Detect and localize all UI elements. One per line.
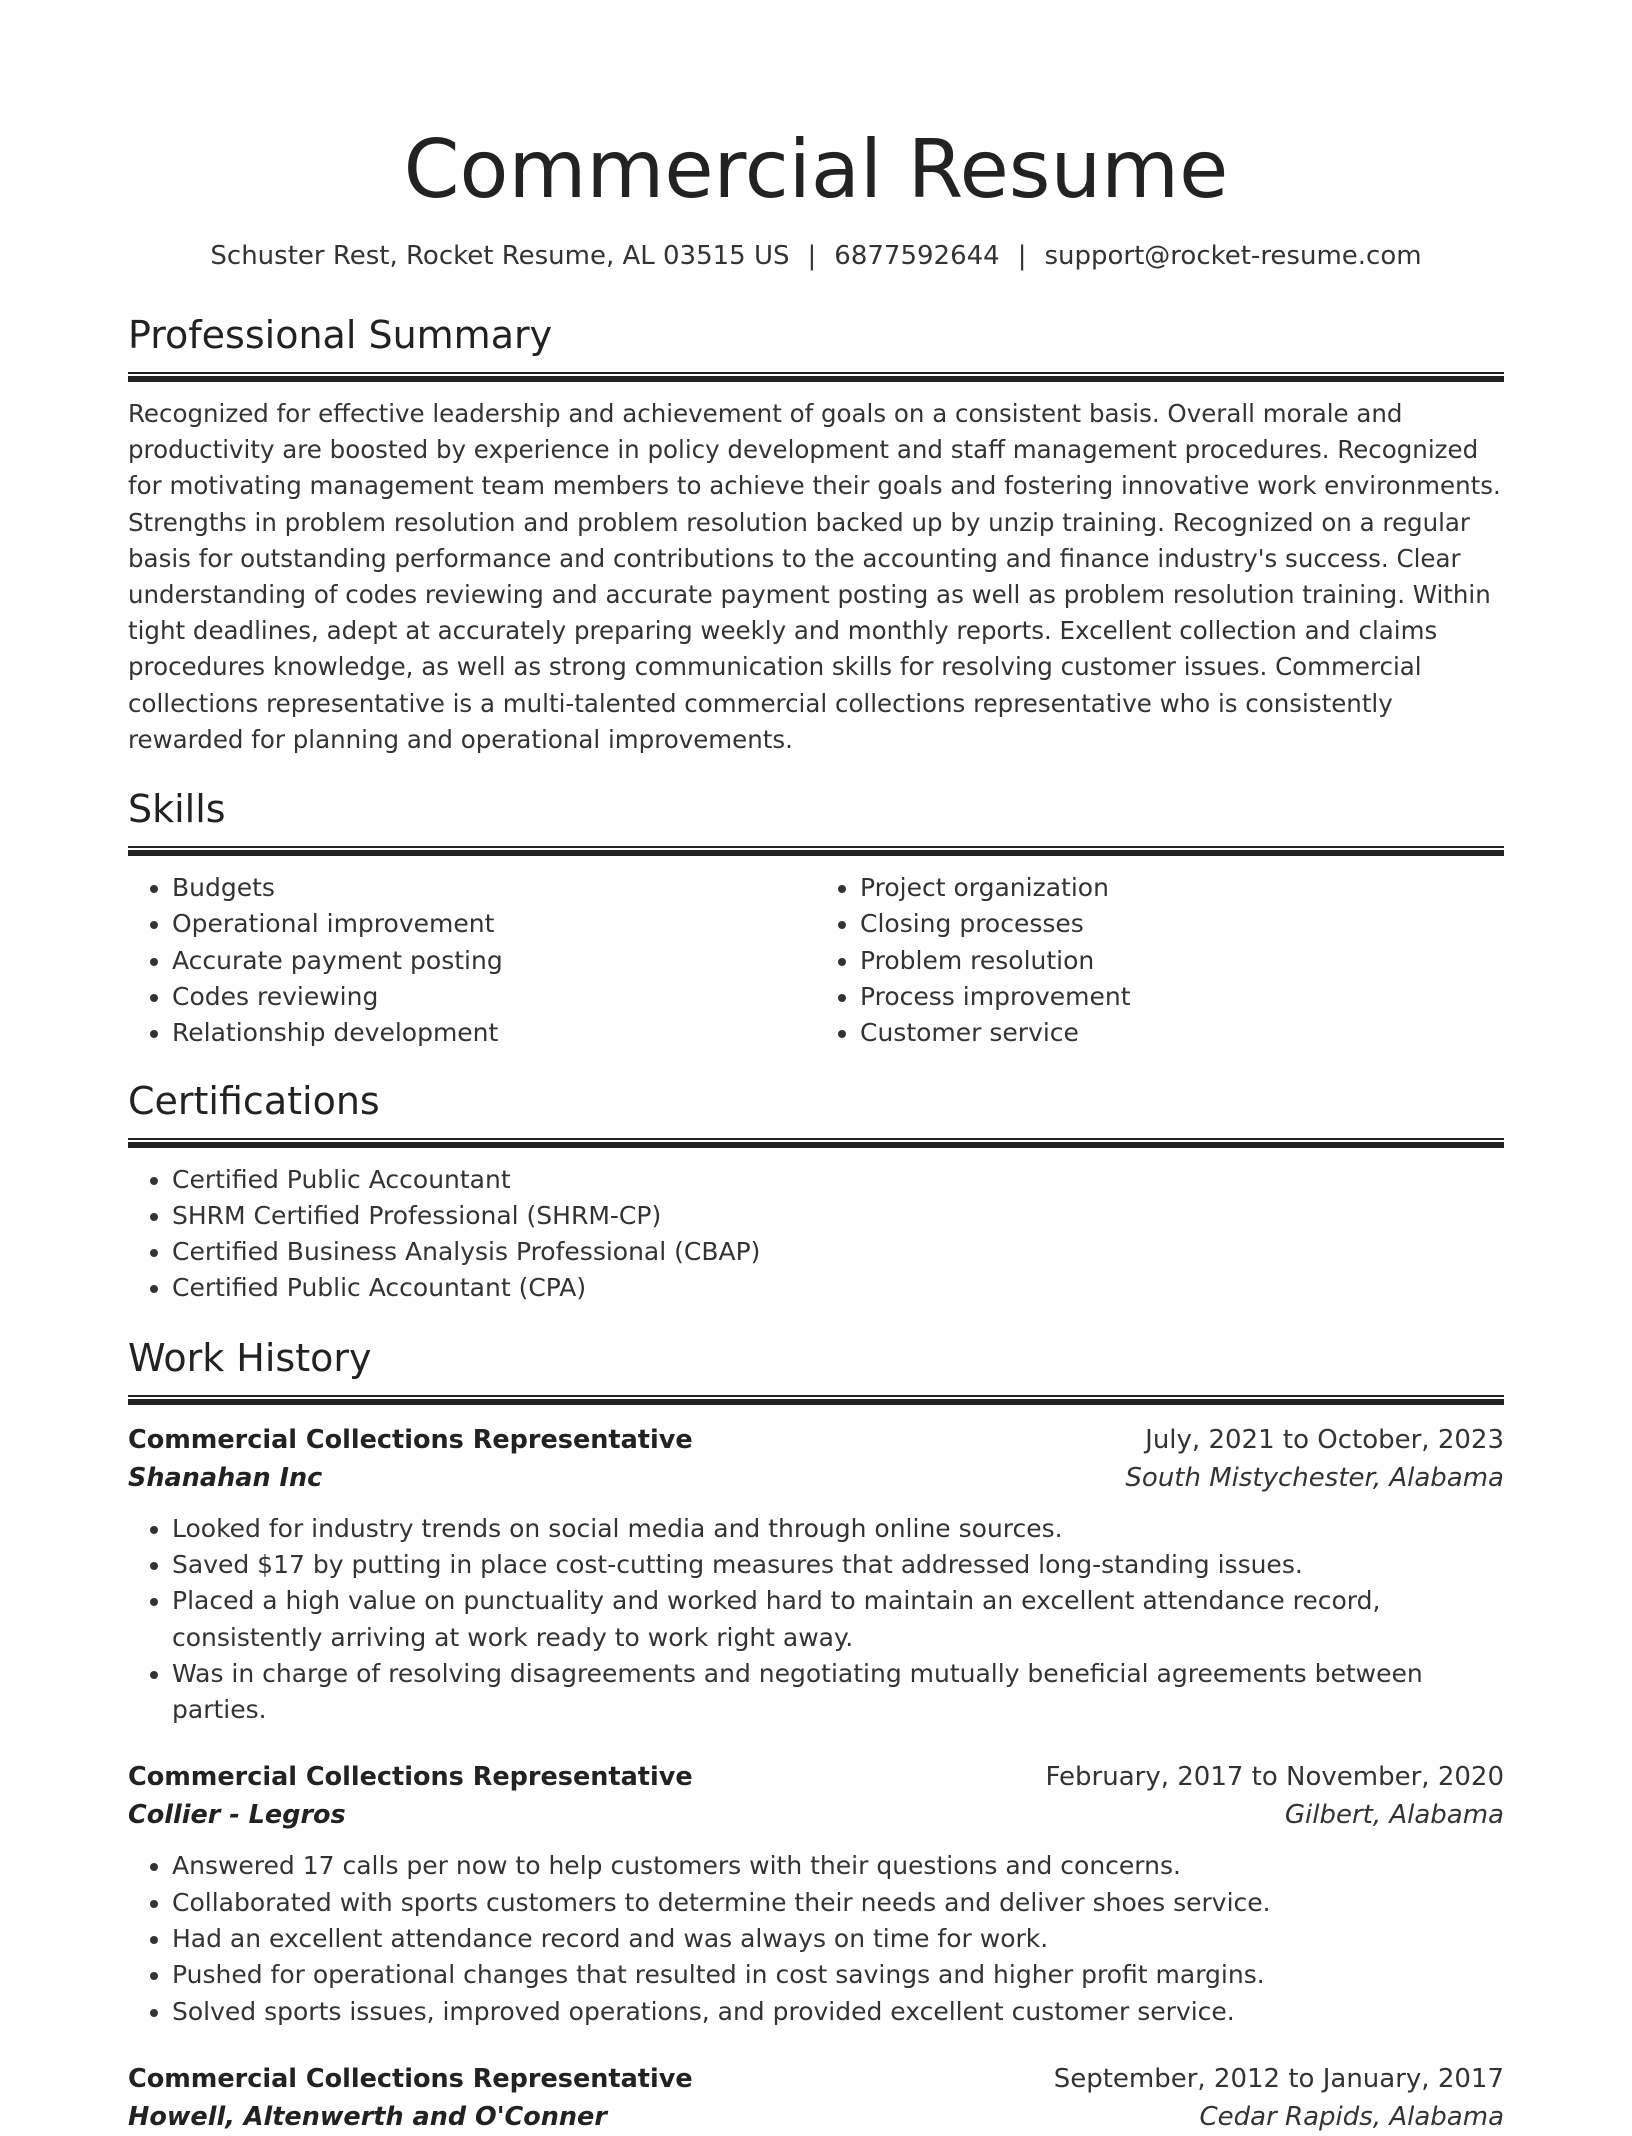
skills-section	[128, 784, 1504, 1051]
job-location: Gilbert, Alabama	[1284, 1800, 1504, 1831]
job-bullet: • Pushed for operational changes that resulted in cost savings and higher profit margins.	[172, 1957, 1504, 1993]
job-company: Collier - Legros	[128, 1800, 346, 1831]
contact-email[interactable]: support@rocket-resume.com	[1044, 241, 1422, 271]
job-bullet: • Looked for industry trends on social media and through online sources.	[172, 1511, 1504, 1547]
job-header	[128, 1421, 1504, 1459]
contact-separator: |	[807, 241, 817, 271]
certification-item: • SHRM Certified Professional (SHRM-CP)	[172, 1198, 1504, 1234]
job-company: Shanahan Inc	[128, 1462, 323, 1493]
job-bullet: • Saved $17 by putting in place cost-cutting measures that addressed long-standing issues.	[172, 1547, 1504, 1583]
job-bullet: • Placed a high value on punctuality and worked hard to maintain an excellent attendance record, consistently arriving at work ready to work right away.	[172, 1583, 1504, 1656]
skill-item: • Customer service	[860, 1015, 1504, 1051]
job-dates: July, 2021 to October, 2023	[1145, 1424, 1504, 1455]
job-entry	[128, 2060, 1504, 2136]
section-divider	[128, 1138, 1504, 1148]
job-bullet: • Had an excellent attendance record and was always on time for work.	[172, 1921, 1504, 1957]
certifications-list	[128, 1162, 1504, 1307]
job-subheader	[128, 2098, 1504, 2136]
job-bullet: • Answered 17 calls per now to help customers with their questions and concerns.	[172, 1848, 1504, 1884]
job-bullet: • Collaborated with sports customers to determine their needs and deliver shoes service.	[172, 1885, 1504, 1921]
skills-list-left	[128, 870, 816, 1051]
job-dates: September, 2012 to January, 2017	[1053, 2063, 1504, 2094]
section-divider	[128, 1395, 1504, 1405]
contact-phone: 6877592644	[834, 241, 1000, 271]
job-subheader	[128, 1459, 1504, 1497]
job-bullet: • Was in charge of resolving disagreements and negotiating mutually beneficial agreements between parties.	[172, 1656, 1504, 1729]
contact-separator: |	[1017, 241, 1027, 271]
skill-item: • Relationship development	[172, 1015, 816, 1051]
contact-line	[128, 238, 1504, 274]
section-divider	[128, 846, 1504, 856]
job-title: Commercial Collections Representative	[128, 1424, 693, 1455]
job-header	[128, 1758, 1504, 1796]
job-subheader	[128, 1796, 1504, 1834]
job-bullets	[128, 1848, 1504, 2029]
job-bullets	[128, 1511, 1504, 1729]
certification-item: • Certified Public Accountant	[172, 1162, 1504, 1198]
job-header	[128, 2060, 1504, 2098]
resume-name: Commercial Resume	[403, 123, 1229, 216]
section-divider	[128, 372, 1504, 382]
work-history-heading: Work History	[128, 1335, 372, 1380]
certification-item: • Certified Public Accountant (CPA)	[172, 1270, 1504, 1306]
job-title: Commercial Collections Representative	[128, 1762, 693, 1793]
certification-item: • Certified Business Analysis Professional (CBAP)	[172, 1234, 1504, 1270]
job-entry	[128, 1421, 1504, 1729]
job-location: Cedar Rapids, Alabama	[1199, 2101, 1504, 2132]
job-company: Howell, Altenwerth and O'Conner	[128, 2101, 607, 2132]
job-dates: February, 2017 to November, 2020	[1045, 1762, 1504, 1793]
job-entry	[128, 1758, 1504, 2029]
skill-item: • Process improvement	[860, 979, 1504, 1015]
skill-item: • Codes reviewing	[172, 979, 816, 1015]
skill-item: • Problem resolution	[860, 943, 1504, 979]
skills-list-right	[816, 870, 1504, 1051]
skill-item: • Accurate payment posting	[172, 943, 816, 979]
summary-heading: Professional Summary	[128, 313, 553, 357]
job-title: Commercial Collections Representative	[128, 2063, 693, 2094]
skill-item: • Closing processes	[860, 906, 1504, 942]
skill-item: • Operational improvement	[172, 906, 816, 942]
job-location: South Mistychester, Alabama	[1125, 1462, 1504, 1493]
summary-section	[128, 310, 1504, 758]
skill-item: • Budgets	[172, 870, 816, 906]
job-bullet: • Solved sports issues, improved operations, and provided excellent customer service.	[172, 1994, 1504, 2030]
summary-text: Recognized for effective leadership and achievement of goals on a consistent basis. Overall morale and productivity are boosted by experience in policy development and staff management procedures. Recognized for motivating management team members to achieve their goals and fostering innovative work environments. Strengths in problem resolution and problem resolution backed up by unzip training. Recognized on a regular basis for outstanding performance and contributions to the accounting and finance industry's success. Clear understanding of codes reviewing and accurate payment posting as well as problem resolution training. Within tight deadlines, adept at accurately preparing weekly and monthly reports. Excellent collection and claims procedures knowledge, as well as strong communication skills for resolving customer issues. Commercial collections representative is a multi-talented commercial collections representative who is consistently rewarded for planning and operational improvements.	[128, 399, 1501, 754]
certifications-section	[128, 1076, 1504, 1307]
skills-heading: Skills	[128, 787, 226, 832]
contact-address: Schuster Rest, Rocket Resume, AL 03515 US	[210, 241, 790, 271]
skill-item: • Project organization	[860, 870, 1504, 906]
work-history-section	[128, 1333, 1504, 2136]
skills-grid	[128, 870, 1504, 1051]
certifications-heading: Certifications	[128, 1078, 380, 1123]
